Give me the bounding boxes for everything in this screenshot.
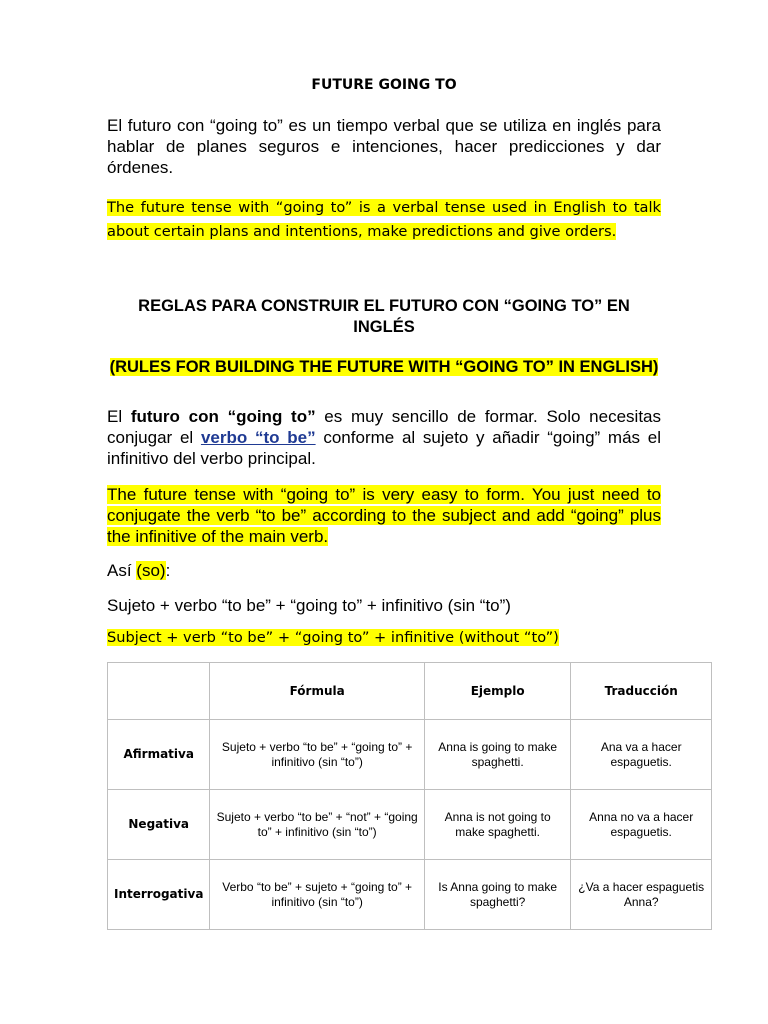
rules-es-bold: futuro con “going to” (130, 407, 316, 426)
table-header-row (108, 663, 712, 720)
rules-es-part2: es muy sencillo de formar. Solo necesitas conjugar el (107, 407, 661, 447)
row-label: Negativa (108, 790, 210, 860)
table-header-empty (108, 663, 210, 720)
intro-en-highlight: The future tense with “going to” is a verbal tense used in English to talk about certain plans and intentions, make predictions and give orders. (107, 199, 661, 240)
page-title: FUTURE GOING TO (311, 77, 457, 93)
rules-heading-en-highlight: (RULES FOR BUILDING THE FUTURE WITH “GOING TO” IN ENGLISH) (109, 358, 659, 376)
row-formula: Sujeto + verbo “to be” + “not” + “going to” + infinitivo (sin “to”) (210, 790, 424, 860)
row-translation: Ana va a hacer espaguetis. (571, 720, 712, 790)
table-row (108, 790, 712, 860)
rules-paragraph-es (107, 406, 661, 469)
row-translation: Anna no va a hacer espaguetis. (571, 790, 712, 860)
table-header-example: Ejemplo (424, 663, 571, 720)
row-label: Afirmativa (108, 720, 210, 790)
formula-es: Sujeto + verbo “to be” + “going to” + infinitivo (sin “to”) (107, 596, 511, 615)
row-example: Anna is going to make spaghetti. (424, 720, 571, 790)
rules-heading-es: REGLAS PARA CONSTRUIR EL FUTURO CON “GOING TO” EN INGLÉS (138, 297, 630, 336)
intro-paragraph-en (107, 196, 661, 244)
row-label: Interrogativa (108, 860, 210, 930)
asi-line (107, 560, 661, 581)
rules-paragraph-en (107, 484, 661, 547)
table-row (108, 720, 712, 790)
rules-es-part1: El (107, 407, 131, 426)
intro-paragraph-es: El futuro con “going to” es un tiempo verbal que se utiliza en inglés para hablar de planes seguros e intenciones, hacer predicciones y dar órdenes. (107, 116, 661, 177)
asi-translation: (so) (136, 561, 166, 580)
row-example: Anna is not going to make spaghetti. (424, 790, 571, 860)
formula-en (107, 626, 661, 650)
verbo-to-be-link[interactable]: verbo “to be” (200, 428, 316, 447)
row-translation: ¿Va a hacer espaguetis Anna? (571, 860, 712, 930)
table-header-formula: Fórmula (210, 663, 424, 720)
row-example: Is Anna going to make spaghetti? (424, 860, 571, 930)
rules-en-highlight: The future tense with “going to” is very easy to form. You just need to conjugate the verb “to be” according to the subject and add “going” plus the infinitive of the main verb. (107, 485, 661, 546)
formula-en-highlight: Subject + verb “to be” + “going to” + infinitive (without “to”) (107, 629, 559, 646)
table-row (108, 860, 712, 930)
row-formula: Verbo “to be” + sujeto + “going to” + infinitivo (sin “to”) (210, 860, 424, 930)
asi-label: Así (107, 561, 137, 580)
grammar-table (107, 662, 712, 930)
row-formula: Sujeto + verbo “to be” + “going to” + infinitivo (sin “to”) (210, 720, 424, 790)
table-header-translation: Traducción (571, 663, 712, 720)
asi-colon: : (165, 561, 171, 580)
rules-heading-en (107, 357, 661, 378)
rules-es-part3: conforme al sujeto y añadir “going” más el infinitivo del verbo principal. (107, 428, 662, 468)
